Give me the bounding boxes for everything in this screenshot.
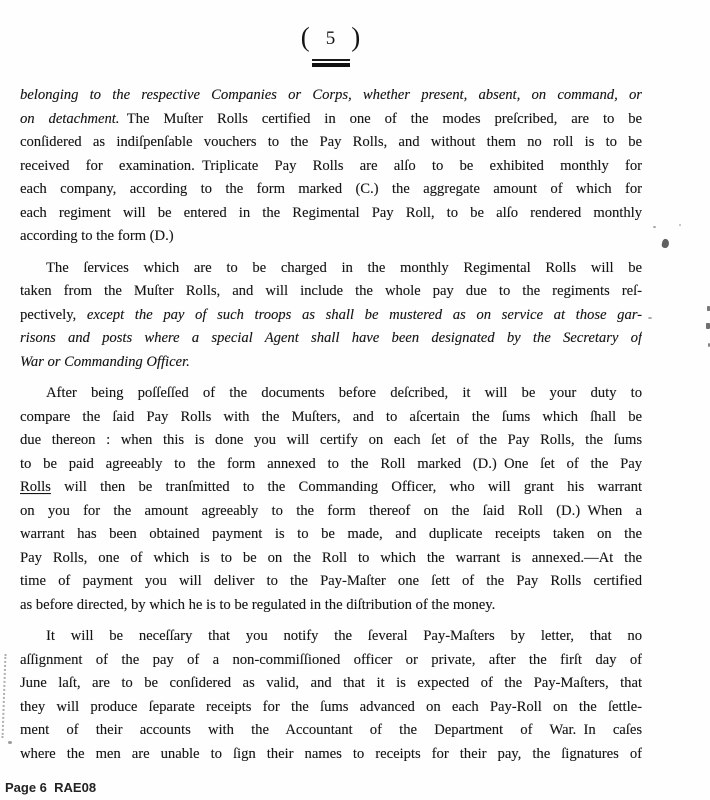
scan-speck [706,323,710,329]
text-segment: taken from the Muſter Rolls, and will include the whole pay due to the regiments reſ- [20,283,642,299]
page-number-close-paren: ) [351,22,362,52]
text-block [20,84,642,774]
text-line [20,131,642,155]
page-number-open-paren: ( [300,22,311,52]
text-segment: received for examination. Triplicate Pay Rolls are alſo to be exhibited monthly for [20,157,642,174]
italic-text-segment: War or Commanding Officer. [20,353,190,370]
text-line [20,500,642,524]
text-segment: due thereon : when this is done you will certify on each ſet of the Pay Rolls, the ſums [20,432,642,448]
text-segment: Pay Rolls, one of which is to be on the Roll to which the warrant is annexed.—At the [20,549,642,566]
text-line [20,672,642,696]
scan-speck [661,238,670,248]
scan-caption: Page 6 RAE08 [5,780,97,795]
text-segment: aſſignment of the pay of a non-commiſſioned officer or private, after the firſt day of [20,651,642,668]
text-segment: The Muſter Rolls certified in one of the modes preſcribed, are to be [119,110,642,127]
text-segment: compare the ſaid Pay Rolls with the Muſters, and to aſcertain the ſums which ſhall be [20,408,642,425]
text-segment: The ſervices which are to be charged in the monthly Regimental Rolls will be [46,259,642,276]
text-segment: It will be neceſſary that you notify the ſeveral Pay-Maſters by letter, that no [46,628,642,644]
scan-speck [653,226,656,228]
text-segment: on you for the amount agreeably to the form thereof on the ſaid Roll (D.) When a [20,502,642,519]
text-segment: will then be tranſmitted to the Commanding Officer, who will grant his warrant [50,479,642,495]
text-line [20,108,642,132]
page-header [20,22,642,67]
page-number [20,22,642,53]
text-line [20,202,642,226]
text-segment: time of payment you will deliver to the Pay-Maſter one ſett of the Pay Rolls certified [20,573,642,589]
text-line [20,743,642,767]
text-segment: warrant has been obtained payment is to be made, and duplicate receipts taken on the [20,526,642,542]
text-line [20,351,642,375]
text-line [20,304,642,328]
text-line [20,594,642,618]
scan-speck [648,317,652,319]
text-line [20,178,642,202]
page-number-value: 5 [325,28,337,49]
text-line [20,382,642,406]
text-segment: they will produce ſeparate receipts for the ſums advanced on each Pay-Roll on the ſettle- [20,698,642,715]
paragraph-2 [20,257,642,375]
text-line [20,155,642,179]
text-segment: where the men are unable to ſign their names to receipts for their pay, the ſignatures of [20,745,642,762]
paragraph-3 [20,382,642,617]
text-line [20,84,642,108]
text-line [20,225,642,249]
text-line [20,649,642,673]
italic-text-segment: on detachment. [20,110,120,127]
text-segment: ment of their accounts with the Accountant of the Department of War. In caſes [20,722,642,738]
scan-speck [8,741,12,744]
text-line [20,547,642,571]
double-rule-ornament [312,59,350,67]
scan-margin-squiggle [2,654,12,738]
text-line [20,257,642,281]
italic-text-segment: risons and posts where a special Agent shall have been designated by the Secretary of [20,330,642,346]
text-line [20,719,642,743]
text-line [20,523,642,547]
text-line [20,696,642,720]
text-line [20,625,642,649]
text-segment: each company, according to the form marked (C.) the aggregate amount of which for [20,181,642,197]
rule-thin [312,59,350,61]
italic-text-segment: belonging to the respective Companies or Corps, whether present, absent, on command, or [20,87,642,103]
text-segment: June laſt, are to be conſidered as valid, and that it is expected of the Pay-Maſters, that [20,675,642,691]
scan-speck [679,224,681,226]
paragraph-4 [20,625,642,766]
text-segment: After being poſſeſſed of the documents before deſcribed, it will be your duty to [46,385,642,401]
text-line [20,406,642,430]
text-segment: conſidered as indiſpenſable vouchers to the Pay Rolls, and without them no roll is to be [20,134,642,150]
text-segment: Rolls [20,479,51,495]
text-line [20,429,642,453]
text-line [20,570,642,594]
text-line [20,476,642,500]
paragraph-1 [20,84,642,249]
text-line [20,280,642,304]
rule-thick [312,63,350,67]
text-segment: each regiment will be entered in the Regimental Pay Roll, to be alſo rendered monthly [20,204,642,221]
text-segment: as before directed, by which he is to be regulated in the diſtribution of the money. [20,596,496,613]
text-segment: according to the form (D.) [20,228,174,244]
italic-text-segment: except the pay of such troops as shall be mustered as on service at those gar- [86,306,642,323]
text-segment: to be paid agreeably to the form annexed to the Roll marked (D.) One ſet of the Pay [20,455,642,472]
text-line [20,327,642,351]
text-segment: pectively, [20,306,87,323]
text-line [20,453,642,477]
